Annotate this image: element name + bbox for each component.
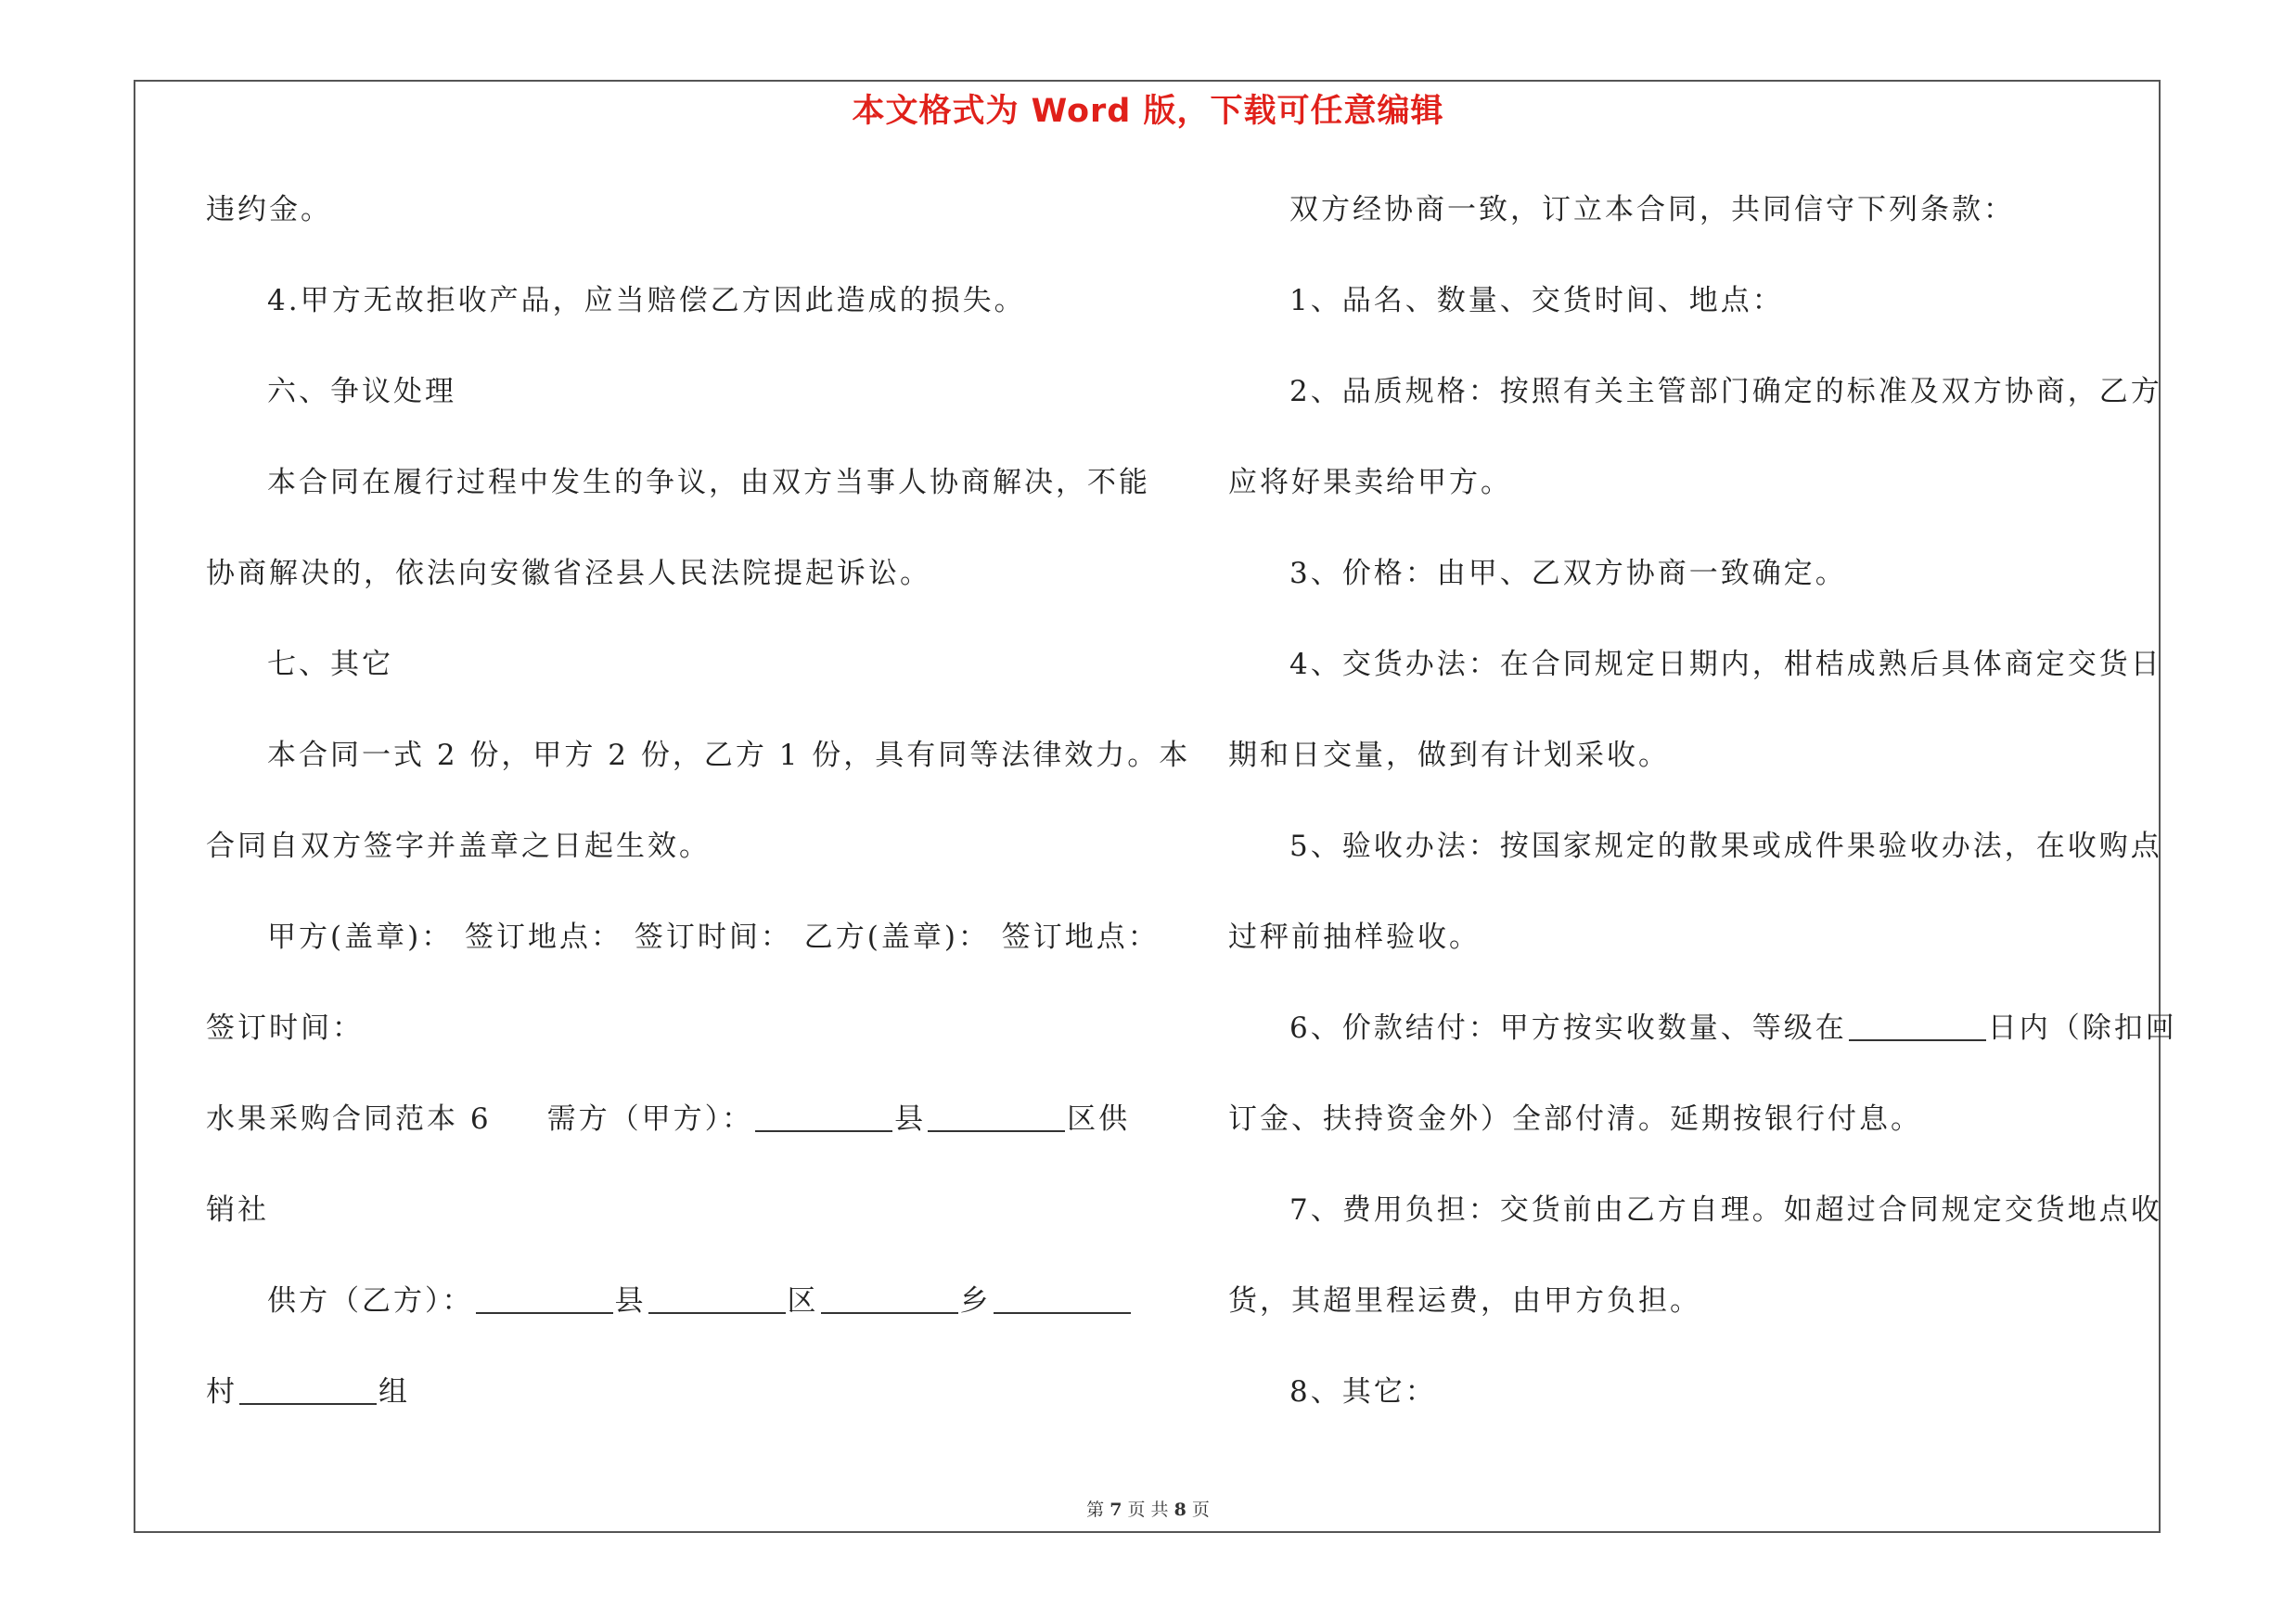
paragraph-line: 本合同在履行过程中发生的争议，由双方当事人协商解决，不能 [267, 466, 1150, 499]
paragraph-line: 4.甲方无故拒收产品，应当赔偿乙方因此造成的损失。 [267, 284, 1026, 317]
contract-title: 水果采购合同范本 6 [206, 1102, 492, 1136]
village-line [206, 1364, 1124, 1455]
clause-line: 8、其它： [1289, 1375, 1437, 1409]
paragraph-line: 销社 [206, 1193, 269, 1227]
section-heading: 七、其它 [267, 648, 393, 681]
footer-suffix: 页 [1191, 1500, 1210, 1520]
fill-blank [239, 1372, 377, 1405]
clause-line: 2、品质规格：按照有关主管部门确定的标准及双方协商，乙方 [1289, 375, 2162, 408]
paragraph-line: 违约金。 [206, 193, 332, 226]
fill-blank [928, 1099, 1065, 1132]
right-column [1228, 182, 2177, 1455]
clause-line: 7、费用负担：交货前由乙方自理。如超过合同规定交货地点收 [1289, 1193, 2162, 1227]
section-heading: 六、争议处理 [267, 375, 456, 408]
payment-suffix: 日内（除扣回 [1987, 1011, 2177, 1045]
paragraph-line: 订金、扶持资金外）全部付清。延期按银行付息。 [1228, 1102, 1922, 1136]
clause-line: 4、交货办法：在合同规定日期内，柑桔成熟后具体商定交货日 [1289, 648, 2162, 681]
current-page-number: 7 [1110, 1500, 1122, 1520]
fill-blank [648, 1281, 786, 1314]
clause-line: 1、品名、数量、交货时间、地点： [1289, 284, 1784, 317]
district-label: 区 [787, 1284, 819, 1318]
paragraph-line: 货，其超里程运费，由甲方负担。 [1228, 1284, 1701, 1318]
clause-line: 3、价格：由甲、乙双方协商一致确定。 [1289, 557, 1847, 590]
total-page-number: 8 [1174, 1500, 1186, 1520]
signature-line: 甲方(盖章)： 签订地点： 签订时间： 乙方(盖章)： 签订地点： [267, 921, 1160, 954]
paragraph-line: 应将好果卖给甲方。 [1228, 466, 1512, 499]
paragraph-line: 过秤前抽样验收。 [1228, 921, 1481, 954]
district-label: 区供 [1067, 1102, 1131, 1136]
contract-title-line [206, 1091, 1131, 1182]
page-footer [0, 1496, 2296, 1521]
footer-prefix: 第 [1086, 1500, 1105, 1520]
paragraph-line: 本合同一式 2 份，甲方 2 份，乙方 1 份，具有同等法律效力。本 [267, 739, 1191, 772]
village-label: 村 [206, 1375, 237, 1409]
paragraph-line: 期和日交量，做到有计划采收。 [1228, 739, 1670, 772]
payment-label: 6、价款结付：甲方按实收数量、等级在 [1289, 1011, 1847, 1045]
supplier-label: 供方（乙方）： [267, 1284, 474, 1318]
clause-line: 5、验收办法：按国家规定的散果或成件果验收办法，在收购点 [1289, 830, 2162, 863]
supplier-line [206, 1273, 1124, 1364]
fill-blank [755, 1099, 892, 1132]
fill-blank [994, 1281, 1131, 1314]
left-column [206, 182, 1191, 1455]
county-label: 县 [894, 1102, 927, 1136]
footer-mid: 页 共 [1127, 1500, 1169, 1520]
township-label: 乡 [959, 1284, 992, 1318]
county-label: 县 [614, 1284, 647, 1318]
paragraph-line: 签订时间： [206, 1011, 364, 1045]
fill-blank [821, 1281, 958, 1314]
header-title: 本文格式为 Word 版，下载可任意编辑 [852, 93, 1444, 130]
group-label: 组 [378, 1375, 410, 1409]
buyer-label: 需方（甲方）： [546, 1102, 754, 1136]
paragraph-line: 双方经协商一致，订立本合同，共同信守下列条款： [1289, 193, 2015, 226]
paragraph-line: 合同自双方签字并盖章之日起生效。 [206, 830, 711, 863]
fill-blank [1849, 1008, 1986, 1041]
payment-clause-line [1228, 1000, 2177, 1091]
paragraph-line: 协商解决的，依法向安徽省泾县人民法院提起诉讼。 [206, 557, 931, 590]
fill-blank [476, 1281, 613, 1314]
